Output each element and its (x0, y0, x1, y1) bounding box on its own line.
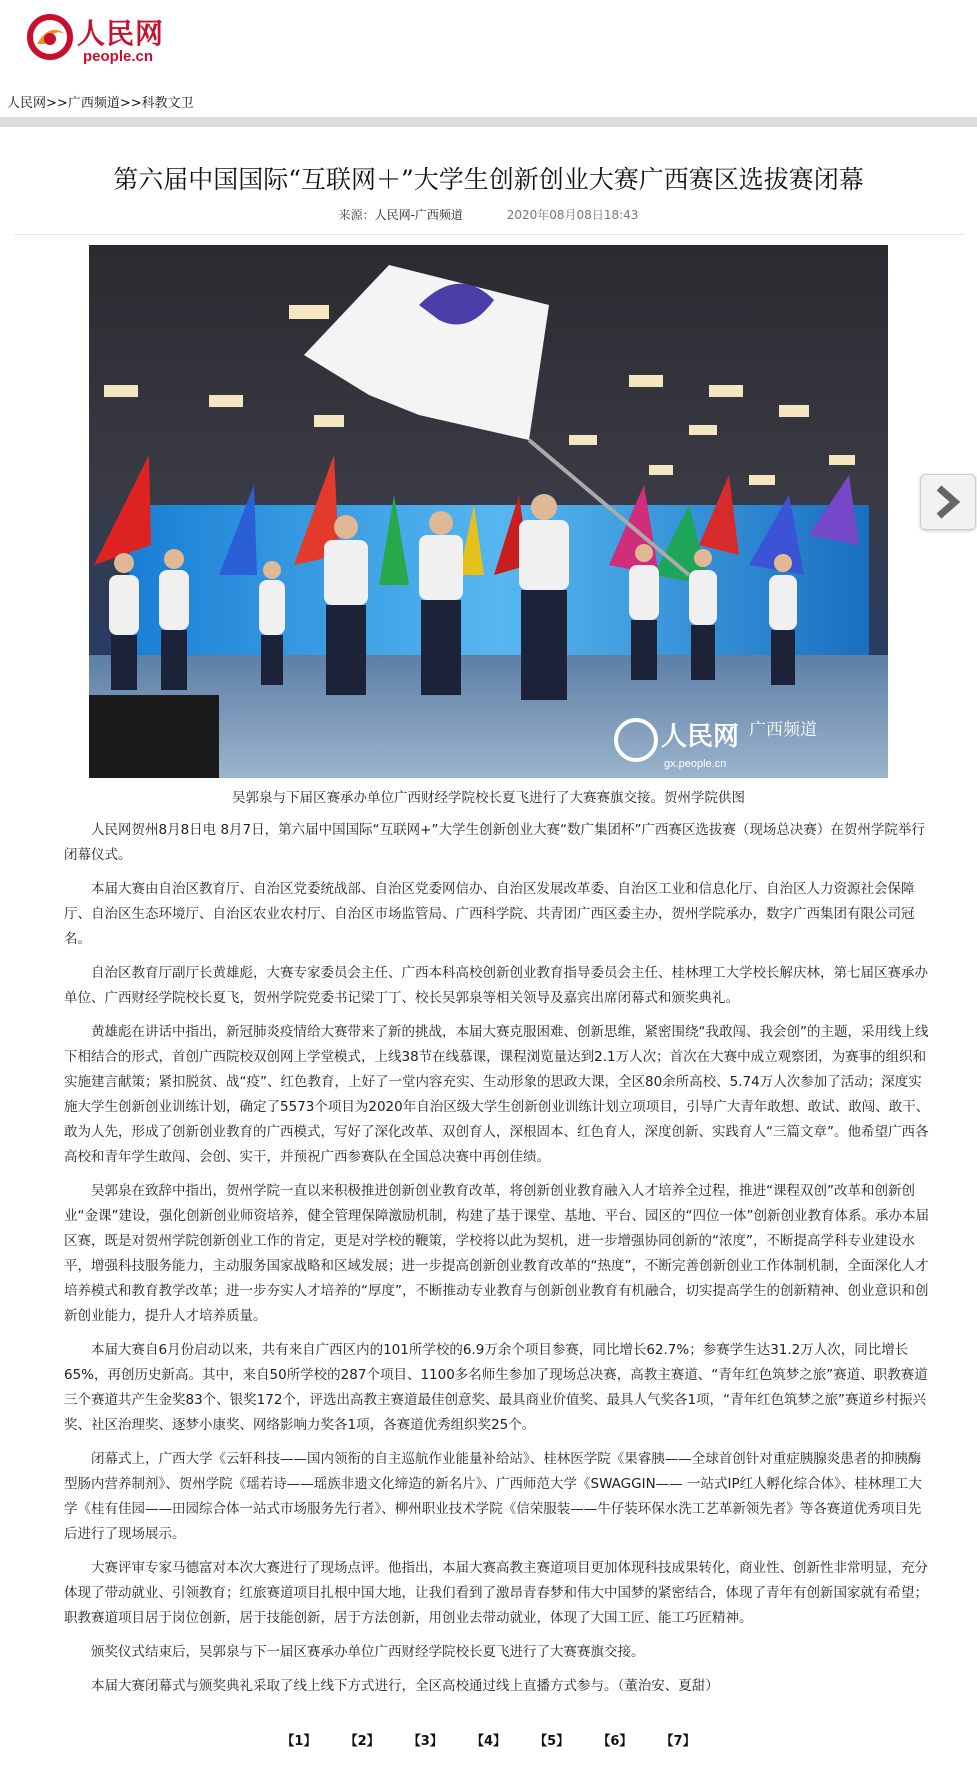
photo-caption: 吴郭泉与下届区赛承办单位广西财经学院校长夏飞进行了大赛赛旗交接。贺州学院供图 (232, 790, 745, 806)
article-paragraph: 颁奖仪式结束后，吴郭泉与下一届区赛承办单位广西财经学院校长夏飞进行了大赛赛旗交接。 (91, 1644, 645, 1660)
page-link-2[interactable]: 【2】 (344, 1734, 380, 1749)
meta-divider (14, 234, 964, 235)
people-swirl-logo-icon (27, 14, 73, 60)
source-label: 来源： (338, 208, 375, 222)
page-link-7[interactable]: 【7】 (660, 1734, 696, 1749)
source-link[interactable]: 人民网-广西频道 (374, 208, 463, 222)
pagination (0, 1730, 977, 1749)
chevron-right-icon (933, 485, 963, 519)
page-link-4[interactable]: 【4】 (470, 1734, 507, 1749)
article-paragraph: 大赛评审专家马德富对本次大赛进行了现场点评。他指出，本届大赛高教主赛道项目更加体现科技成果转化，商业性、创新性非常明显，充分体现了带动就业、引领教育；红旅赛道项目扎根中国大地，让我们看到了激昂青春梦和伟大中国梦的紧密结合，体现了青年有创新国家就有希望；职教赛道项目居于岗位创新，居于技能创新，居于方法创新，用创业去带动就业，体现了大国工匠、能工巧匠精神。 (64, 1560, 928, 1626)
article-photo (89, 245, 888, 778)
page-title: 第六届中国国际“互联网＋”大学生创新创业大赛广西赛区选拔赛闭幕 (113, 164, 864, 194)
svg-text:gx.people.cn: gx.people.cn (664, 758, 727, 770)
next-photo-button[interactable] (920, 474, 976, 530)
breadcrumb-item-guangxi[interactable]: 广西频道 (67, 96, 120, 111)
article-source (339, 208, 463, 222)
article-paragraph: 自治区教育厅副厅长黄雄彪，大赛专家委员会主任、广西本科高校创新创业教育指导委员会主任、桂林理工大学校长解庆林，第七届区赛承办单位、广西财经学院校长夏飞，贺州学院党委书记梁丁丁、校长吴郭泉等相关领导及嘉宾出席闭幕式和颁奖典礼。 (64, 965, 928, 1006)
article-meta (0, 206, 977, 223)
page-link-3[interactable]: 【3】 (407, 1734, 443, 1749)
article-paragraph: 闭幕式上，广西大学《云轩科技——国内领衔的自主巡航作业能量补给站》、桂林医学院《果睿胰——全球首创针对重症胰腺炎患者的抑胰酶型肠内营养制剂》、贺州学院《瑶若诗——瑶族非遗文化缔造的新名片》、广西师范大学《SWAGGIN—— 一站式IP红人孵化综合体》、桂林理工大学《桂有佳园——田园综合体一站式市场服务先行者》、柳州职业技术学院《信荣服装——牛仔装环保水洗工艺革新领先者》等各赛道优秀项目先后进行了现场展示。 (64, 1451, 922, 1542)
article-paragraph: 本届大赛由自治区教育厅、自治区党委统战部、自治区党委网信办、自治区发展改革委、自治区工业和信息化厅、自治区人力资源社会保障厅、自治区生态环境厅、自治区农业农村厅、自治区市场监管局、广西科学院、共青团广西区委主办，贺州学院承办，数字广西集团有限公司冠名。 (64, 881, 915, 947)
breadcrumb (7, 92, 194, 111)
svg-text:人民网: 人民网 (661, 722, 740, 752)
svg-text:广西频道: 广西频道 (749, 720, 817, 740)
flag-handover-photo (89, 245, 888, 778)
page-link-5[interactable]: 【5】 (534, 1734, 570, 1749)
breadcrumb-item-kejiaowenwei[interactable]: 科教文卫 (141, 96, 194, 111)
logo-text-cn: 人民网 (77, 17, 165, 50)
site-logo[interactable] (27, 12, 187, 64)
page-link-6[interactable]: 【6】 (597, 1734, 633, 1749)
article-body (64, 818, 934, 1708)
article-paragraph: 人民网贺州8月8日电 8月7日，第六届中国国际“互联网+”大学生创新创业大赛“数广集团杯”广西赛区选拔赛（现场总决赛）在贺州学院举行闭幕仪式。 (64, 822, 925, 863)
page-link-1[interactable]: 【1】 (281, 1734, 317, 1749)
breadcrumb-separator: >> (46, 96, 68, 111)
article-paragraph: 黄雄彪在讲话中指出，新冠肺炎疫情给大赛带来了新的挑战，本届大赛克服困难、创新思维，紧密围绕“我敢闯、我会创”的主题，采用线上线下相结合的形式，首创广西院校双创网上学堂模式，上线38节在线慕课，课程浏览量达到2.1万人次；首次在大赛中成立观察团，为赛事的组织和实施建言献策；紧扣脱贫、战“疫”、红色教育，上好了一堂内容充实、生动形象的思政大课，全区80余所高校、5.74万人次参加了活动；深度实施大学生创新创业训练计划，确定了5573个项目为2020年自治区级大学生创新创业训练计划立项项目，引导广大青年敢想、敢试、敢闯、敢干、敢为人先，形成了创新创业教育的广西模式，写好了深化改革、双创育人，深根固本、红色育人，深度创新、实践育人“三篇文章”。他希望广西各高校和青年学生敢闯、会创、实干，并预祝广西参赛队在全国总决赛中再创佳绩。 (64, 1024, 930, 1165)
article-datetime: 2020年08月08日18:43 (506, 208, 639, 222)
article-paragraph: 本届大赛自6月份启动以来，共有来自广西区内的101所学校的6.9万余个项目参赛，同比增长62.7%；参赛学生达31.2万人次，同比增长65%，再创历史新高。其中，来自50所学校的287个项目、1100多名师生参加了现场总决赛，高教主赛道、“青年红色筑梦之旅”赛道、职教赛道三个赛道共产生金奖83个、银奖172个，评选出高教主赛道最佳创意奖、最具商业价值奖、最具人气奖各1项，“青年红色筑梦之旅”赛道乡村振兴奖、社区治理奖、逐梦小康奖、网络影响力奖各1项，各赛道优秀组织奖25个。 (64, 1342, 928, 1433)
header-divider-bar (0, 117, 977, 127)
logo-text-en: people.cn (83, 48, 154, 65)
breadcrumb-separator: >> (119, 96, 142, 111)
site-header (0, 0, 977, 85)
breadcrumb-item-home[interactable]: 人民网 (7, 96, 47, 111)
article-paragraph: 本届大赛闭幕式与颁奖典礼采取了线上线下方式进行，全区高校通过线上直播方式参与。（董治安、夏甜） (91, 1678, 719, 1694)
article-paragraph: 吴郭泉在致辞中指出，贺州学院一直以来积极推进创新创业教育改革，将创新创业教育融入人才培养全过程，推进“课程双创”改革和创新创业“金课”建设，强化创新创业师资培养，健全管理保障激励机制，构建了基于课堂、基地、平台、园区的“四位一体”创新创业教育体系。承办本届区赛，既是对贺州学院创新创业工作的肯定，更是对学校的鞭策，学校将以此为契机，进一步增强协同创新的“浓度”，不断提高学科专业建设水平，增强科技服务能力，主动服务国家战略和区域发展；进一步提高创新创业教育改革的“热度”，不断完善创新创业工作体制机制，全面深化人才培养模式和教育教学改革；进一步夯实人才培养的“厚度”，不断推动专业教育与创新创业教育有机融合，切实提高学生的创新精神、创业意识和创新创业能力，提升人才培养质量。 (64, 1183, 929, 1324)
